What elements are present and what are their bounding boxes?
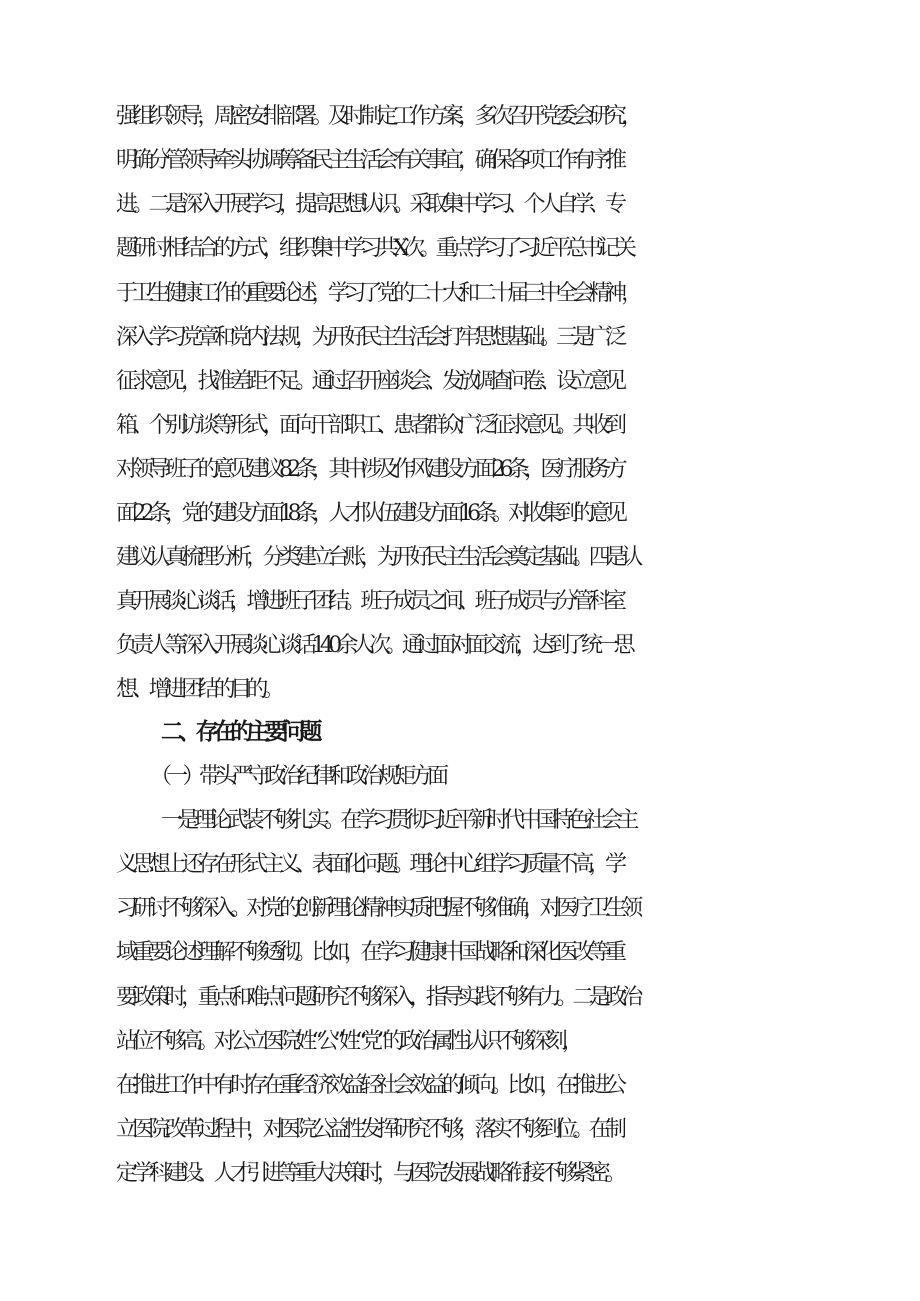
paragraph-line: 对领导班子的意见建议82条，其中涉及作风建设方面26条，医疗服务方 [116, 457, 622, 482]
paragraph-line: 建议认真梳理分析，分类建立台账，为开好民主生活会奠定基础。四是认 [116, 545, 638, 570]
paragraph-line: 真开展谈心谈话，增进班子团结。班子成员之间、班子成员与分管科室 [116, 589, 622, 614]
paragraph-line: 想、增进团结的目的。 [116, 677, 280, 702]
paragraph-line: 明确分管领导牵头协调筹备民主生活会有关事宜，确保各项工作有序推 [116, 148, 622, 173]
paragraph-line: 立医院改革过程中，对医院公益性发挥研究不够，落实不够到位。在制 [116, 1117, 622, 1142]
paragraph-line: 在推进工作中有时存在重经济效益轻社会效益的倾向。比如，在推进公 [116, 1073, 622, 1098]
paragraph-line: 箱、个别访谈等形式，面向干部职工、患者群众广泛征求意见。共收到 [116, 413, 622, 438]
paragraph-line: 深入学习党章和党内法规，为开好民主生活会打牢思想基础。三是广泛 [116, 325, 622, 350]
paragraph-line: 征求意见，找准差距不足。通过召开座谈会、发放调查问卷、设立意见 [116, 369, 622, 394]
paragraph-line: 域重要论述理解不够透彻。比如，在学习健康中国战略和深化医改等重 [116, 940, 622, 965]
sub-heading: （一）带头严守政治纪律和政治规矩方面 [150, 764, 444, 789]
paragraph-line: 题研讨相结合的方式，组织集中学习共X次。重点学习了习近平总书记关 [116, 236, 632, 261]
paragraph-line: 习研讨不够深入。对党的创新理论精神实质把握不够准确，对医疗卫生领 [116, 896, 638, 921]
paragraph-line: 定学科建设、人才引进等重大决策时，与医院发展战略衔接不够紧密。 [116, 1161, 622, 1186]
paragraph-line: 一是理论武装不够扎实。在学习贯彻习近平新时代中国特色社会主 [161, 808, 634, 833]
paragraph-line: 要政策时，重点和难点问题研究不够深入，指导实践不够有力。二是政治 [116, 985, 638, 1010]
paragraph-line: 于卫生健康工作的重要论述，学习了党的二十大和二十届三中全会精神， [116, 281, 638, 306]
paragraph-line: 强组织领导，周密安排部署。及时制定工作方案，多次召开党委会研究， [116, 104, 638, 129]
paragraph-line: 站位不够高。对公立医院姓“公”姓“党”的政治属性认识不够深刻， [116, 1029, 579, 1054]
section-heading: 二、存在的主要问题 [161, 719, 317, 745]
paragraph-line: 负责人等深入开展谈心谈话140余人次。通过面对面交流，达到了统一思 [116, 633, 630, 658]
paragraph-line: 面22条，党的建设方面18条，人才队伍建设方面16条。对收集到的意见 [116, 501, 623, 526]
paragraph-line: 义思想上还存在形式主义、表面化问题。理论中心组学习质量不高，学 [116, 852, 622, 877]
paragraph-line: 进。二是深入开展学习，提高思想认识。采取集中学习、个人自学、专 [116, 192, 622, 217]
